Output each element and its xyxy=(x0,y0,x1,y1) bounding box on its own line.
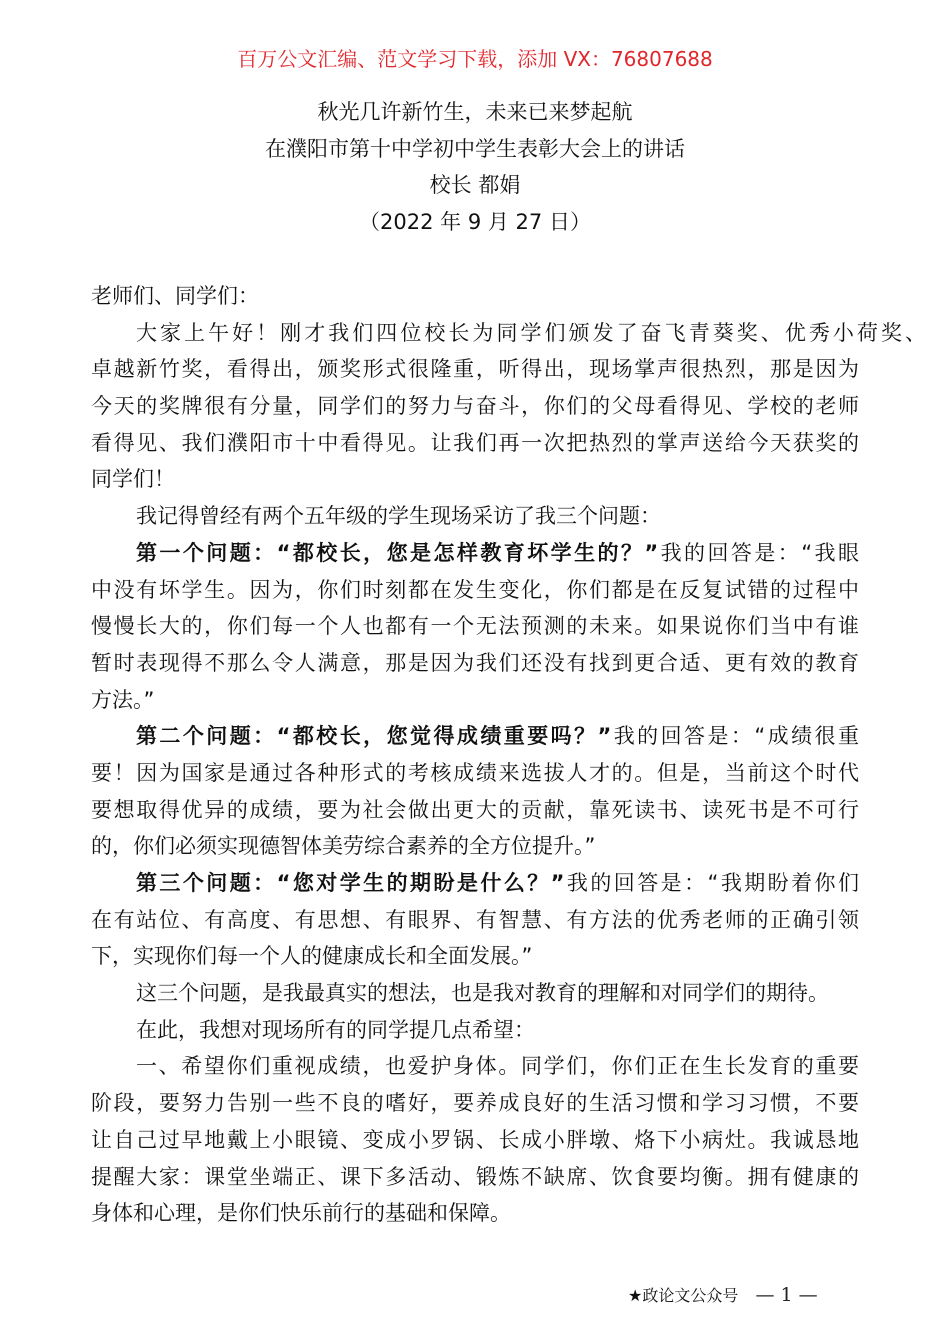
line-text: 下，实现你们每一个人的健康成长和全面发展。” xyxy=(91,944,533,969)
line-text: 一、希望你们重视成绩，也爱护身体。同学们，你们正在生长发育的重要 xyxy=(136,1054,859,1079)
text-line xyxy=(91,975,859,1012)
text-line xyxy=(91,425,859,462)
paragraph xyxy=(91,975,859,1012)
text-line xyxy=(91,1122,859,1159)
line-text: 身体和心理，是你们快乐前行的基础和保障。 xyxy=(91,1201,511,1226)
text-line xyxy=(91,718,859,755)
line-text: 同学们！ xyxy=(91,467,175,492)
paragraph xyxy=(91,865,859,975)
watermark-banner: 百万公文汇编、范文学习下载，添加 VX：76807688 xyxy=(237,47,713,71)
line-text: 方法。” xyxy=(91,687,155,712)
text-line xyxy=(91,902,859,939)
paragraph xyxy=(91,1012,859,1049)
line-text: 看得见、我们濮阳市十中看得见。让我们再一次把热烈的掌声送给今天获奖的 xyxy=(91,430,859,455)
line-text: 我的回答是：“我眼 xyxy=(658,540,859,565)
line-text: 阶段，要努力告别一些不良的嗜好，要养成良好的生活习惯和学习习惯，不要 xyxy=(91,1091,859,1116)
author-line: 校长 都娟 xyxy=(429,173,521,198)
text-line xyxy=(91,351,859,388)
text-line xyxy=(91,278,859,315)
line-text: 暂时表现得不那么令人满意，那是因为我们还没有找到更合适、更有效的教育 xyxy=(91,650,859,675)
line-text: 的，你们必须实现德智体美劳综合素养的全方位提升。” xyxy=(91,834,596,859)
text-line xyxy=(91,1195,859,1232)
line-text: 我的回答是：“我期盼着你们 xyxy=(564,871,859,895)
line-text: 要想取得优异的成绩，要为社会做出更大的贡献，靠死读书、读死书是不可行 xyxy=(91,797,859,822)
bold-question-text: 第一个问题：“都校长，您是怎样教育坏学生的？” xyxy=(136,540,659,565)
line-text: 在有站位、有高度、有思想、有眼界、有智慧、有方法的优秀老师的正确引领 xyxy=(91,907,859,932)
paragraph xyxy=(91,315,926,498)
text-line xyxy=(91,1159,859,1196)
line-text: 我记得曾经有两个五年级的学生现场采访了我三个问题： xyxy=(136,504,661,529)
date-line: （2022 年 9 月 27 日） xyxy=(359,210,591,235)
paragraph xyxy=(91,535,859,718)
text-line xyxy=(91,315,926,352)
text-line xyxy=(91,755,859,792)
paragraph xyxy=(91,1048,859,1231)
text-line xyxy=(91,572,859,609)
line-text: 在此，我想对现场所有的同学提几点希望： xyxy=(136,1017,535,1042)
text-line xyxy=(91,865,859,902)
text-line xyxy=(91,645,859,682)
page-number: — 1 — xyxy=(755,1284,818,1306)
line-text: 今天的奖牌很有分量，同学们的努力与奋斗，你们的父母看得见、学校的老师 xyxy=(91,394,859,419)
document-body xyxy=(91,278,926,1232)
text-line xyxy=(91,1012,859,1049)
line-text: 卓越新竹奖，看得出，颁奖形式很隆重，听得出，现场掌声很热烈，那是因为 xyxy=(91,357,859,382)
paragraph xyxy=(91,498,859,535)
document-title: 秋光几许新竹生，未来已来梦起航 xyxy=(317,100,633,124)
text-line xyxy=(91,792,859,829)
text-line xyxy=(91,938,859,975)
text-line xyxy=(91,608,859,645)
text-line xyxy=(91,461,859,498)
bold-question-text: 第二个问题：“都校长，您觉得成绩重要吗？” xyxy=(136,724,612,749)
paragraph xyxy=(91,718,859,865)
text-line xyxy=(91,535,859,572)
document-subtitle: 在濮阳市第十中学初中学生表彰大会上的讲话 xyxy=(265,136,685,161)
text-line xyxy=(91,388,859,425)
line-text: 让自己过早地戴上小眼镜、变成小罗锅、长成小胖墩、烙下小病灶。我诚恳地 xyxy=(91,1127,859,1152)
text-line xyxy=(91,498,859,535)
bold-question-text: 第三个问题：“您对学生的期盼是什么？” xyxy=(136,871,565,895)
line-text: 慢慢长大的，你们每一个人也都有一个无法预测的未来。如果说你们当中有谁 xyxy=(91,614,859,639)
text-line xyxy=(91,682,859,719)
line-text: 大家上午好！刚才我们四位校长为同学们颁发了奋飞青葵奖、优秀小荷奖、 xyxy=(136,320,926,345)
line-text: 这三个问题，是我最真实的想法，也是我对教育的理解和对同学们的期待。 xyxy=(136,981,829,1006)
text-line xyxy=(91,828,859,865)
line-text: 提醒大家：课堂坐端正、课下多活动、锻炼不缺席、饮食要均衡。拥有健康的 xyxy=(91,1164,859,1189)
page-footer xyxy=(628,1282,818,1309)
footer-source: ★政论文公众号 xyxy=(628,1286,739,1305)
line-text: 中没有坏学生。因为，你们时刻都在发生变化，你们都是在反复试错的过程中 xyxy=(91,577,859,602)
line-text: 我的回答是：“成绩很重 xyxy=(611,724,859,749)
text-line xyxy=(91,1085,859,1122)
line-text: 要！因为国家是通过各种形式的考核成绩来选拔人才的。但是，当前这个时代 xyxy=(91,760,859,785)
title-block xyxy=(0,94,950,241)
paragraph xyxy=(91,278,859,315)
line-text: 老师们、同学们： xyxy=(91,284,259,308)
text-line xyxy=(91,1048,859,1085)
